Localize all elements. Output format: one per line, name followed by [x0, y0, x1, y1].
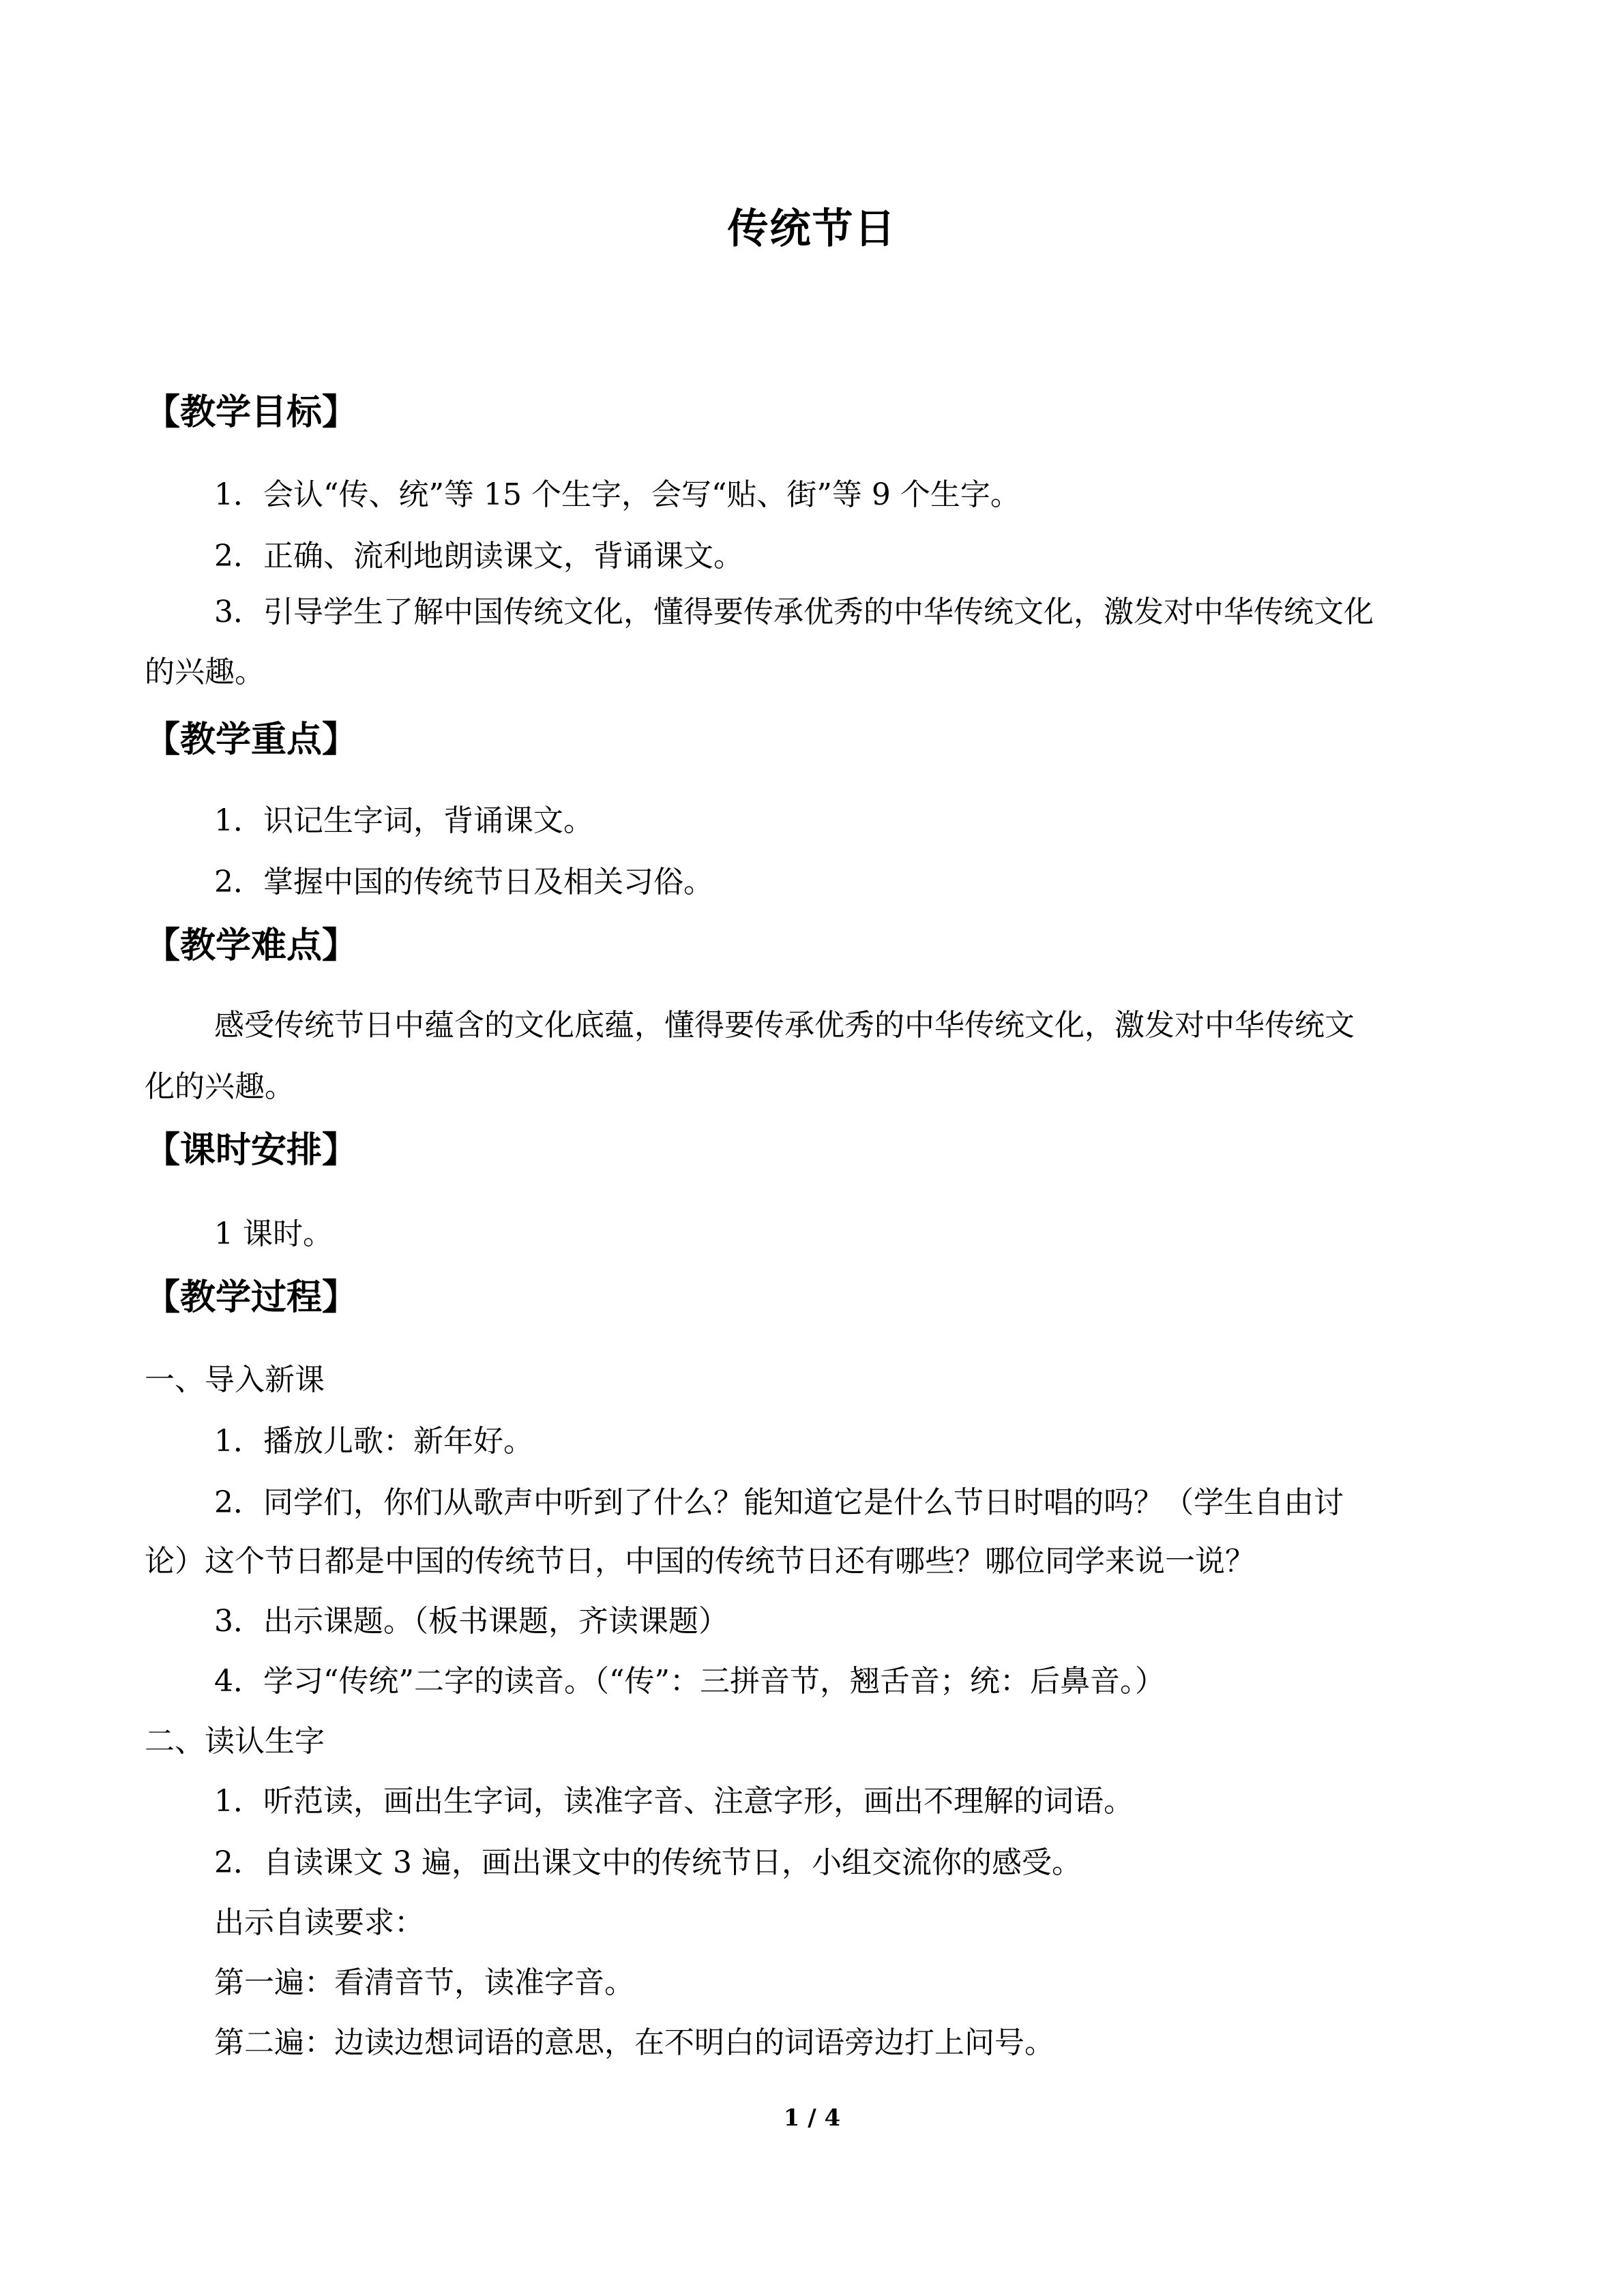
key-points-item-1: 1．识记生字词，背诵课文。: [214, 803, 593, 838]
difficulties-item-1: 感受传统节日中蕴含的文化底蕴，懂得要传承优秀的中华传统文化，激发对中华传统文: [214, 1008, 1355, 1043]
process-part2-item-4: 第一遍：看清音节，读准字音。: [214, 1965, 634, 2000]
page-title: 传统节日: [727, 205, 897, 253]
process-part2-item-2: 2．自读课文 3 遍，画出课文中的传统节日，小组交流你的感受。: [214, 1845, 1082, 1880]
process-part2-item-5: 第二遍：边读边想词语的意思，在不明白的词语旁边打上问号。: [214, 2025, 1054, 2060]
process-part2-item-1: 1．听范读，画出生字词，读准字音、注意字形，画出不理解的词语。: [214, 1784, 1134, 1819]
process-part2-title: 二、读认生字: [145, 1724, 325, 1759]
process-part1-item-3: 3．出示课题。（板书课题，齐读课题）: [214, 1604, 728, 1639]
section-heading-goals: 【教学目标】: [145, 391, 358, 433]
page-number: 1 / 4: [783, 2104, 841, 2132]
process-part1-item-4: 4．学习“传统”二字的读音。（“传”：三拼音节，翘舌音；统：后鼻音。）: [214, 1664, 1165, 1699]
process-part1-item-2-continued: 论）这个节日都是中国的传统节日，中国的传统节日还有哪些？哪位同学来说一说？: [145, 1544, 1255, 1579]
process-part1-item-2: 2．同学们，你们从歌声中听到了什么？能知道它是什么节日时唱的吗？（学生自由讨: [214, 1485, 1344, 1520]
section-heading-schedule: 【课时安排】: [145, 1129, 358, 1171]
goals-item-3: 3．引导学生了解中国传统文化，懂得要传承优秀的中华传统文化，激发对中华传统文化: [214, 595, 1374, 629]
goals-item-2: 2．正确、流利地朗读课文，背诵课文。: [214, 539, 743, 573]
process-part2-item-3: 出示自读要求：: [214, 1905, 424, 1940]
key-points-item-2: 2．掌握中国的传统节日及相关习俗。: [214, 865, 713, 899]
section-heading-key-points: 【教学重点】: [145, 719, 358, 760]
goals-item-3-continued: 的兴趣。: [145, 655, 265, 689]
difficulties-item-1-continued: 化的兴趣。: [145, 1069, 295, 1104]
section-heading-process: 【教学过程】: [145, 1277, 358, 1318]
process-part1-item-1: 1．播放儿歌：新年好。: [214, 1424, 533, 1459]
section-heading-difficulties: 【教学难点】: [145, 925, 358, 966]
process-part1-title: 一、导入新课: [145, 1362, 325, 1397]
schedule-item-1: 1 课时。: [214, 1217, 333, 1251]
goals-item-1: 1．会认“传、统”等 15 个生字，会写“贴、街”等 9 个生字。: [214, 477, 1020, 512]
